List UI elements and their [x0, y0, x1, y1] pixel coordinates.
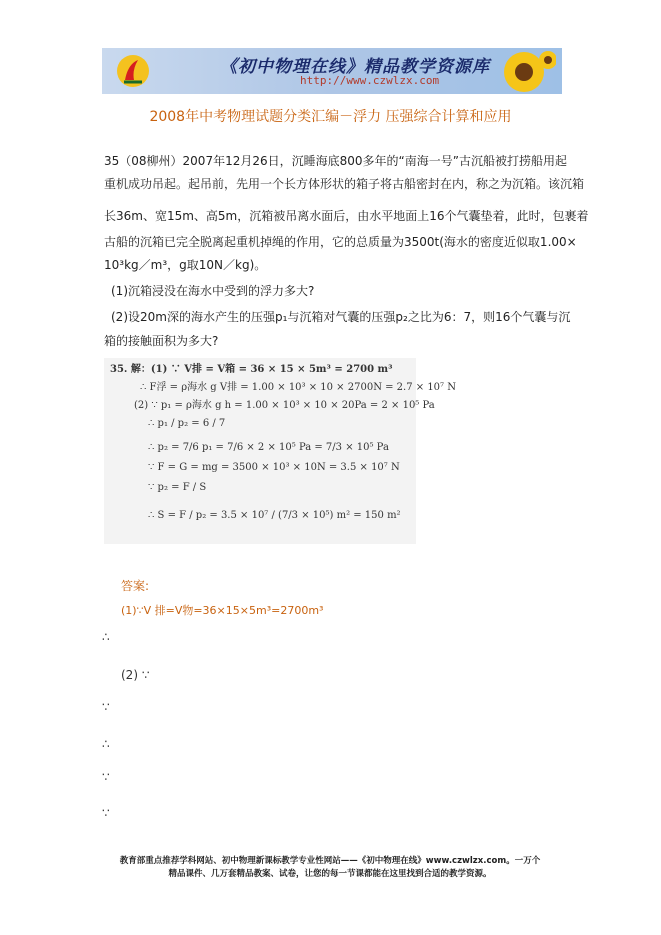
page-title: 2008年中考物理试题分类汇编－浮力 压强综合计算和应用 — [149, 109, 512, 125]
problem-line-5: 10³kg／m³，g取10N／kg)。 — [104, 258, 267, 272]
problem-line-4: 古船的沉箱已完全脱离起重机掉绳的作用，它的总质量为3500t(海水的密度近似取1.00× — [104, 235, 577, 249]
footer-line-1: 教育部重点推荐学科网站、初中物理新课标教学专业性网站——《初中物理在线》www.czwlzx.com。一万个 — [119, 856, 541, 866]
therefore-symbol-2: ∴ — [102, 737, 110, 751]
sunflower-icon — [476, 50, 556, 94]
banner-url[interactable]: http://www.czwlzx.com — [300, 74, 440, 87]
because-symbol-3: ∵ — [102, 806, 110, 820]
solution-line-2: ∴ F浮 = ρ海水 g V排 = 1.00 × 10³ × 10 × 2700N = 2.7 × 10⁷ N — [140, 382, 456, 393]
solution-image — [104, 358, 456, 544]
header-banner — [102, 48, 562, 94]
question-2-line-1: (2)设20m深的海水产生的压强p₁与沉箱对气囊的压强p₂之比为6：7，则16个气囊与沉 — [111, 310, 571, 324]
answer-part-1: (1)∵V 排=V物=36×15×5m³=2700m³ — [121, 604, 324, 617]
problem-line-3: 长36m、宽15m、高5m，沉箱被吊离水面后，由水平地面上16个气囊垫着，此时，包裹着 — [104, 209, 589, 223]
site-logo-icon — [116, 54, 150, 88]
solution-line-5: ∴ p₂ = 7/6 p₁ = 7/6 × 2 × 10⁵ Pa = 7/3 × 10⁵ Pa — [148, 442, 389, 453]
because-symbol-2: ∵ — [102, 770, 110, 784]
solution-line-1: 35. 解：(1) ∵ V排 = V箱 = 36 × 15 × 5m³ = 2700 m³ — [110, 364, 393, 375]
banner-title: 《初中物理在线》精品教学资源库 — [220, 57, 490, 77]
question-1: (1)沉箱浸没在海水中受到的浮力多大? — [111, 284, 315, 298]
solution-line-6: ∵ F = G = mg = 3500 × 10³ × 10N = 3.5 × 10⁷ N — [148, 462, 400, 473]
solution-line-3: (2) ∵ p₁ = ρ海水 g h = 1.00 × 10³ × 10 × 20Pa = 2 × 10⁵ Pa — [134, 400, 435, 411]
solution-line-8: ∴ S = F / p₂ = 3.5 × 10⁷ / (7/3 × 10⁵) m² = 150 m² — [148, 510, 401, 521]
footer — [94, 855, 566, 881]
footer-line-2: 精品课件、几万套精品教案、试卷，让您的每一节课都能在这里找到合适的教学资源。 — [168, 869, 492, 879]
problem-line-1: 35（08柳州）2007年12月26日，沉睡海底800多年的“南海一号”古沉船被打捞船用起 — [104, 154, 567, 168]
question-2-line-2: 箱的接触面积为多大? — [104, 334, 219, 348]
therefore-symbol-1: ∴ — [102, 630, 110, 644]
solution-line-4: ∴ p₁ / p₂ = 6 / 7 — [148, 418, 226, 429]
answer-label: 答案: — [121, 579, 150, 593]
answer-part-2: (2) ∵ — [121, 668, 150, 682]
solution-line-7: ∵ p₂ = F / S — [148, 482, 207, 493]
problem-line-2: 重机成功吊起。起吊前，先用一个长方体形状的箱子将古船密封在内，称之为沉箱。该沉箱 — [104, 177, 585, 191]
because-symbol-1: ∵ — [102, 700, 110, 714]
